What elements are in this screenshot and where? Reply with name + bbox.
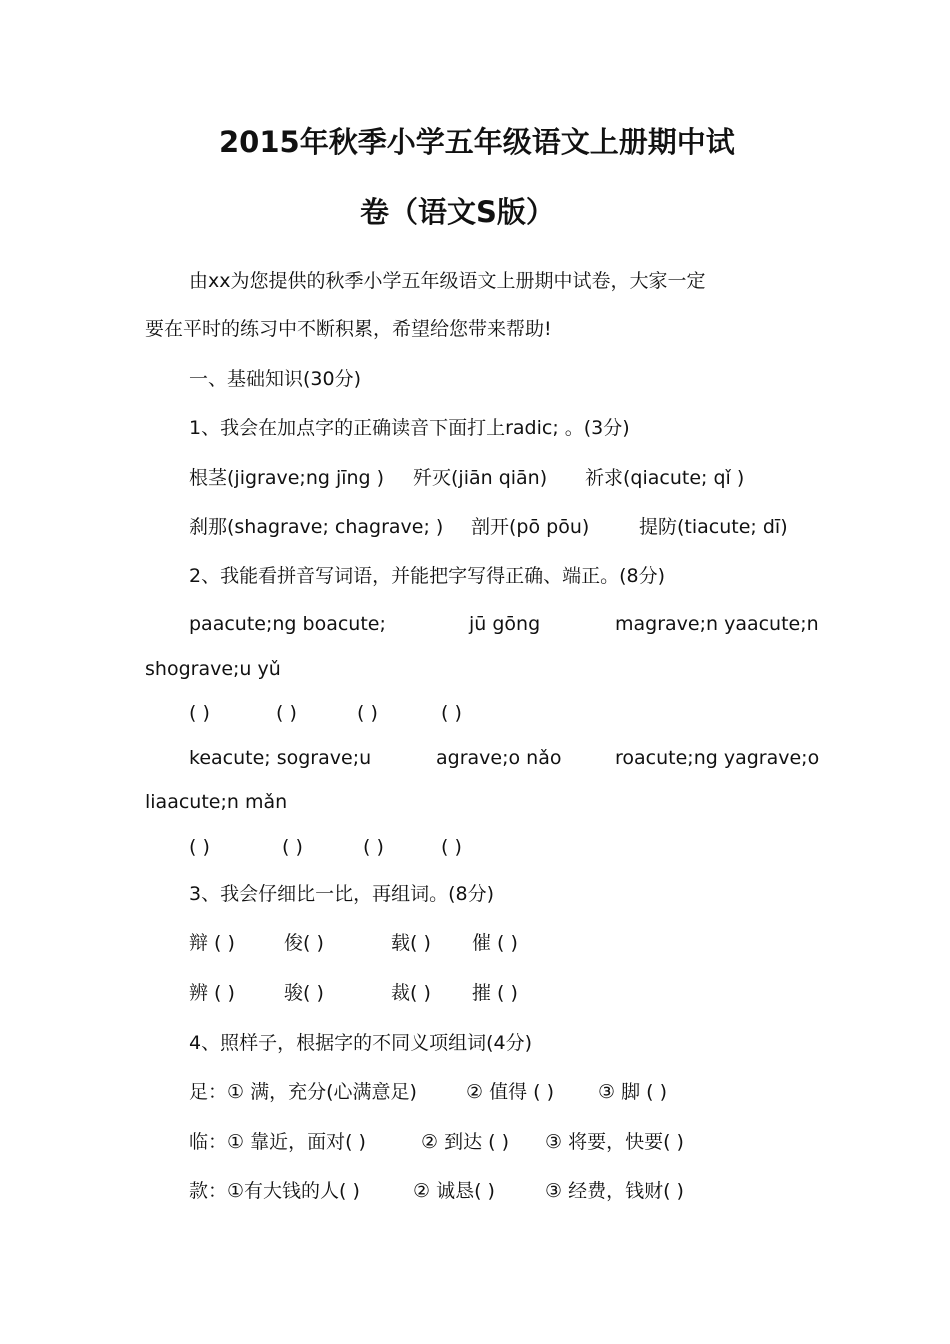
- q1-item: 歼灭(jiān qiān): [413, 467, 548, 489]
- answer-blank: ( ): [276, 702, 297, 724]
- q1-item: 祈求(qiacute; qǐ ): [585, 467, 745, 489]
- q4-item: 款：①有大钱的人( ): [189, 1180, 360, 1202]
- doc-title-line1: 2015年秋季小学五年级语文上册期中试: [219, 125, 735, 159]
- q4-item: ③ 脚 ( ): [598, 1081, 667, 1103]
- q2-pinyin-row-2: [0, 745, 950, 771]
- q3-prompt: 3、我会仔细比一比，再组词。(8分): [189, 883, 495, 905]
- q2-blank-row-1: [0, 700, 950, 726]
- q3-item: 载( ): [391, 932, 431, 954]
- answer-blank: ( ): [189, 836, 210, 858]
- q1-prompt: 1、我会在加点字的正确读音下面打上radic; 。(3分): [189, 417, 630, 439]
- q3-item: 摧 ( ): [472, 982, 518, 1004]
- answer-blank: ( ): [282, 836, 303, 858]
- q2-pinyin: agrave;o nǎo: [436, 747, 562, 769]
- q4-item: ③ 经费，钱财( ): [545, 1180, 684, 1202]
- q3-item: 辩 ( ): [189, 932, 235, 954]
- intro-line-2: 要在平时的练习中不断积累，希望给您带来帮助!: [145, 318, 552, 340]
- answer-blank: ( ): [189, 702, 210, 724]
- q1-item: 根茎(jigrave;ng jīng ): [189, 467, 385, 489]
- q4-row-3: [0, 1178, 950, 1204]
- q1-item: 刹那(shagrave; chagrave; ): [189, 516, 444, 538]
- q4-item: ② 诚恳( ): [413, 1180, 495, 1202]
- q2-pinyin: paacute;ng boacute;: [189, 613, 386, 635]
- q4-row-1: [0, 1079, 950, 1105]
- q3-item: 辨 ( ): [189, 982, 235, 1004]
- q1-row-2: [0, 514, 950, 540]
- answer-blank: ( ): [363, 836, 384, 858]
- q4-row-2: [0, 1129, 950, 1155]
- intro-line-1: 由xx为您提供的秋季小学五年级语文上册期中试卷，大家一定: [189, 270, 706, 292]
- q2-pinyin-wrap-1: shograve;u yǔ: [145, 658, 281, 680]
- q3-item: 骏( ): [284, 982, 324, 1004]
- q4-item: ③ 将要，快要( ): [545, 1131, 684, 1153]
- q2-pinyin-row-1: [0, 611, 950, 637]
- q4-prompt: 4、照样子，根据字的不同义项组词(4分): [189, 1032, 533, 1054]
- q4-item: 临：① 靠近，面对( ): [189, 1131, 366, 1153]
- q4-item: ② 值得 ( ): [466, 1081, 554, 1103]
- q4-item: 足：① 满，充分(心满意足): [189, 1081, 417, 1103]
- section-heading-basics: 一、基础知识(30分): [189, 368, 362, 390]
- q3-item: 俊( ): [284, 932, 324, 954]
- q1-item: 剖开(pō pōu): [471, 516, 590, 538]
- q2-pinyin: roacute;ng yagrave;o: [615, 747, 820, 769]
- q3-row-1: [0, 930, 950, 956]
- q1-row-1: [0, 465, 950, 491]
- q2-pinyin: jū gōng: [469, 613, 541, 635]
- answer-blank: ( ): [441, 836, 462, 858]
- doc-title-line2: 卷（语文S版）: [360, 195, 555, 229]
- answer-blank: ( ): [357, 702, 378, 724]
- q2-pinyin-wrap-2: liaacute;n mǎn: [145, 791, 288, 813]
- q3-row-2: [0, 980, 950, 1006]
- q2-pinyin: magrave;n yaacute;n: [615, 613, 819, 635]
- q4-item: ② 到达 ( ): [421, 1131, 509, 1153]
- answer-blank: ( ): [441, 702, 462, 724]
- q2-prompt: 2、我能看拼音写词语，并能把字写得正确、端正。(8分): [189, 565, 666, 587]
- q3-item: 裁( ): [391, 982, 431, 1004]
- q1-item: 提防(tiacute; dī): [639, 516, 788, 538]
- q2-pinyin: keacute; sograve;u: [189, 747, 372, 769]
- q3-item: 催 ( ): [472, 932, 518, 954]
- q2-blank-row-2: [0, 834, 950, 860]
